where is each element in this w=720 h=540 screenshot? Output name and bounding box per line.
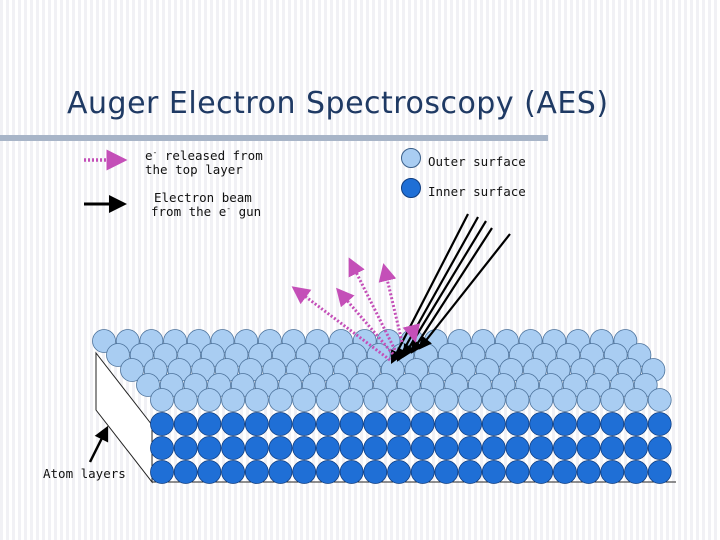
inner-atom: [198, 437, 221, 460]
inner-atom: [577, 413, 600, 436]
outer-atom: [601, 389, 624, 412]
inner-atom: [174, 413, 197, 436]
inner-atom: [411, 413, 434, 436]
legend-beam-label: Electron beam from the e- gun: [151, 190, 262, 219]
inner-atom: [364, 461, 387, 484]
inner-atom: [388, 437, 411, 460]
inner-atom: [151, 461, 174, 484]
inner-atom: [198, 461, 221, 484]
inner-atom: [459, 437, 482, 460]
inner-atom: [459, 461, 482, 484]
inner-atom: [245, 461, 268, 484]
inner-atom: [269, 437, 292, 460]
inner-atom: [151, 437, 174, 460]
outer-atom: [530, 389, 553, 412]
inner-atom: [245, 437, 268, 460]
inner-atom: [435, 413, 458, 436]
outer-atom: [222, 389, 245, 412]
outer-atom: [553, 389, 576, 412]
inner-atom: [340, 413, 363, 436]
inner-atom: [435, 461, 458, 484]
outer-atom: [577, 389, 600, 412]
inner-atom: [435, 437, 458, 460]
inner-atom: [482, 437, 505, 460]
inner-atom: [648, 437, 671, 460]
inner-atom: [411, 461, 434, 484]
inner-atom: [506, 461, 529, 484]
inner-atom: [174, 437, 197, 460]
inner-atom: [364, 437, 387, 460]
outer-atom: [198, 389, 221, 412]
inner-atom: [269, 461, 292, 484]
outer-atom: [151, 389, 174, 412]
outer-atom: [364, 389, 387, 412]
inner-atom: [388, 461, 411, 484]
inner-atom: [222, 461, 245, 484]
inner-atom: [459, 413, 482, 436]
slide-title: Auger Electron Spectroscopy (AES): [67, 86, 609, 121]
inner-atom: [530, 461, 553, 484]
inner-atom: [625, 437, 648, 460]
inner-atom: [625, 413, 648, 436]
outer-atom: [411, 389, 434, 412]
inner-atom: [340, 461, 363, 484]
outer-atom: [435, 389, 458, 412]
outer-atom: [316, 389, 339, 412]
inner-atom: [316, 437, 339, 460]
inner-atom: [601, 413, 624, 436]
inner-atom: [506, 437, 529, 460]
inner-atom: [648, 413, 671, 436]
inner-atom: [601, 437, 624, 460]
outer-atom-icon: [402, 149, 421, 168]
inner-atom: [648, 461, 671, 484]
inner-atom: [340, 437, 363, 460]
inner-atom: [577, 437, 600, 460]
inner-atom: [577, 461, 600, 484]
inner-atom: [553, 437, 576, 460]
inner-atom: [222, 413, 245, 436]
outer-atom: [482, 389, 505, 412]
inner-atom: [553, 413, 576, 436]
inner-atom: [553, 461, 576, 484]
inner-atom: [482, 461, 505, 484]
outer-atom: [388, 389, 411, 412]
inner-atom: [174, 461, 197, 484]
inner-atom: [530, 413, 553, 436]
inner-atom: [316, 461, 339, 484]
legend-released-label: e- released from the top layer: [145, 148, 263, 177]
atom-layers-label: Atom layers: [43, 466, 126, 481]
inner-atom: [293, 461, 316, 484]
inner-atom: [293, 437, 316, 460]
inner-atom: [601, 461, 624, 484]
legend-outer-label: Outer surface: [428, 154, 526, 169]
inner-atom: [482, 413, 505, 436]
outer-atom: [506, 389, 529, 412]
outer-atom: [245, 389, 268, 412]
inner-atom: [388, 413, 411, 436]
outer-atom: [459, 389, 482, 412]
inner-atom: [269, 413, 292, 436]
inner-atom: [411, 437, 434, 460]
outer-atom: [269, 389, 292, 412]
inner-atom: [198, 413, 221, 436]
atom-layers-pointer: [90, 428, 107, 462]
inner-atom: [506, 413, 529, 436]
inner-atom: [364, 413, 387, 436]
outer-atom: [648, 389, 671, 412]
inner-atom: [530, 437, 553, 460]
outer-atom: [625, 389, 648, 412]
outer-atom: [340, 389, 363, 412]
inner-atom: [245, 413, 268, 436]
inner-atom: [316, 413, 339, 436]
inner-atom: [293, 413, 316, 436]
inner-atom: [625, 461, 648, 484]
atom-lattice: [93, 330, 672, 484]
inner-atom: [222, 437, 245, 460]
outer-atom: [174, 389, 197, 412]
outer-atom: [293, 389, 316, 412]
inner-atom: [151, 413, 174, 436]
inner-atom-icon: [402, 179, 421, 198]
legend-inner-label: Inner surface: [428, 184, 526, 199]
